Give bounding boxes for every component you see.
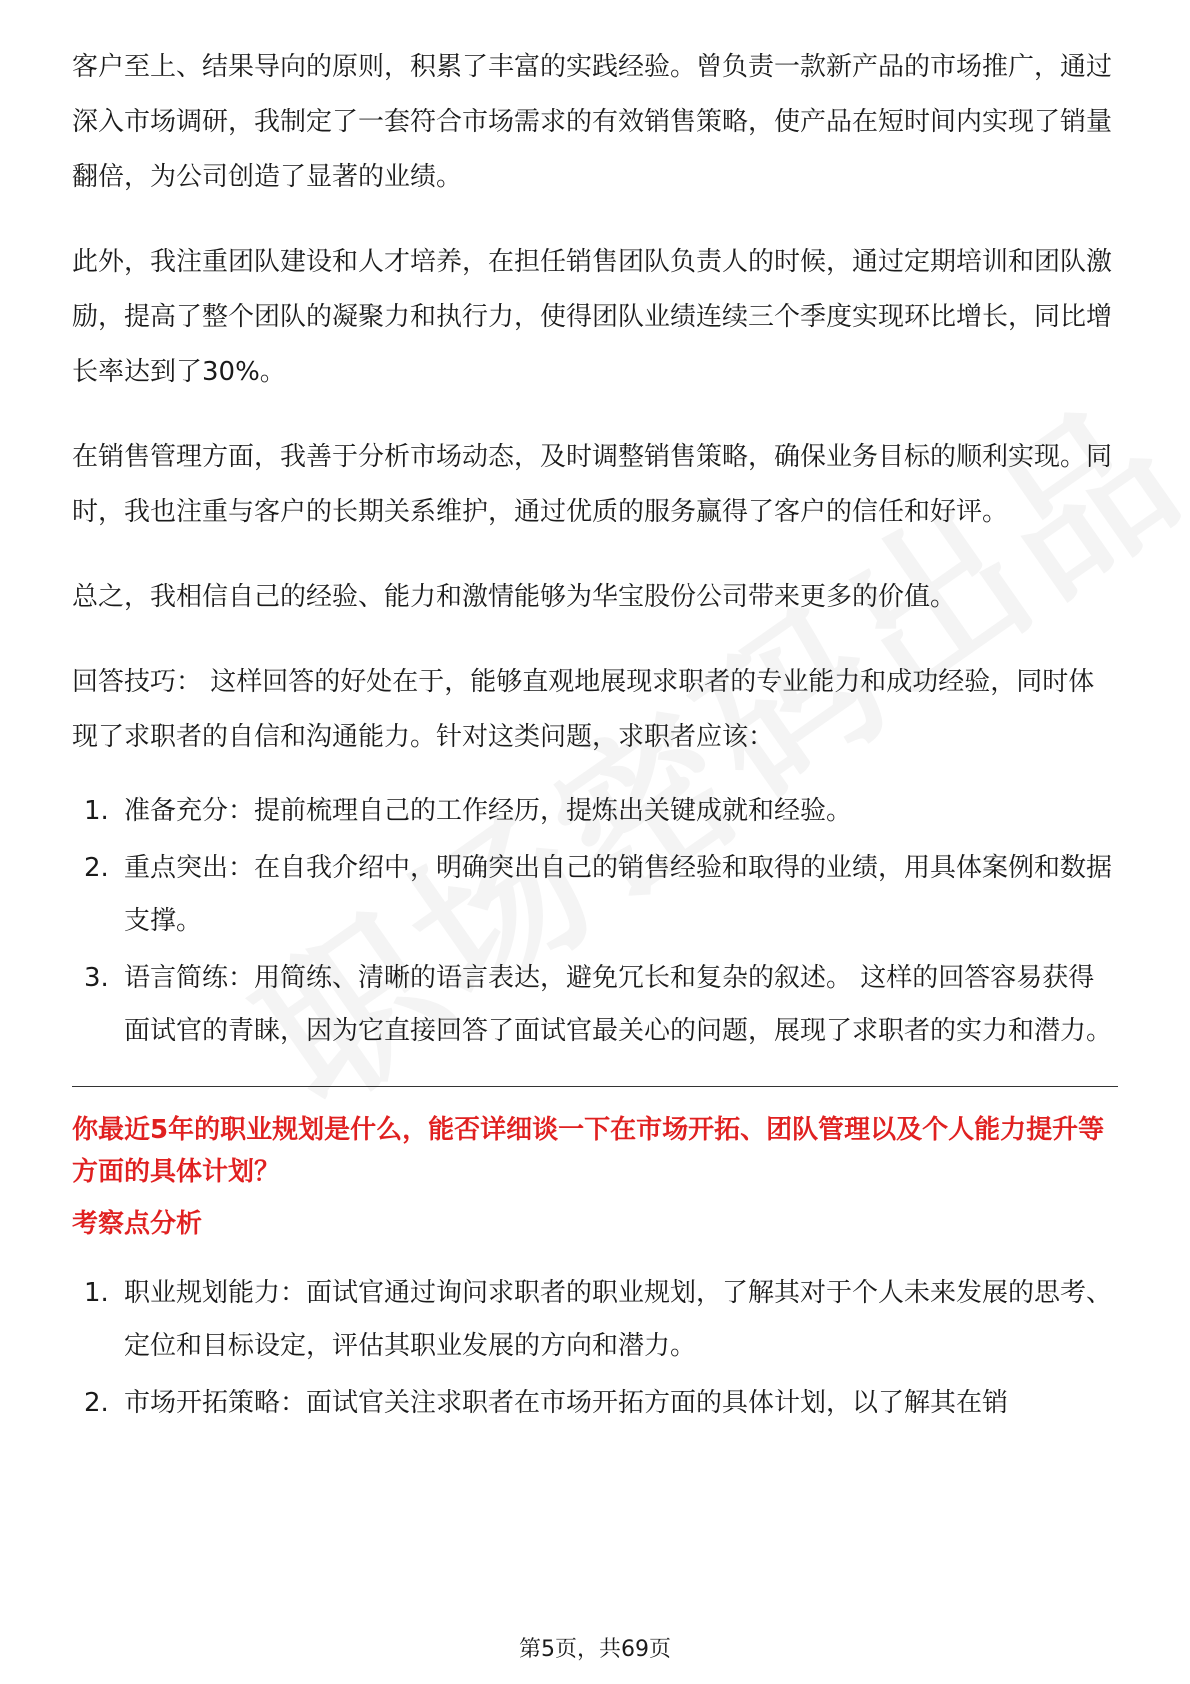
analysis-heading: 考察点分析 (72, 1209, 203, 1239)
interview-question: 你最近5年的职业规划是什么，能否详细谈一下在市场开拓、团队管理以及个人能力提升等方面的具体计划？ (72, 1115, 1105, 1187)
list-item (72, 952, 1118, 1058)
paragraph: 此外，我注重团队建设和人才培养，在担任销售团队负责人的时候，通过定期培训和团队激励，提高了整个团队的凝聚力和执行力，使得团队业绩连续三个季度实现环比增长，同比增长率达到了30%。 (72, 247, 1113, 387)
list-number: 2. (84, 853, 109, 883)
list-item-text: 职业规划能力：面试官通过询问求职者的职业规划，了解其对于个人未来发展的思考、定位和目标设定，评估其职业发展的方向和潜力。 (124, 1278, 1113, 1361)
answer-tips-intro: 回答技巧： 这样回答的好处在于，能够直观地展现求职者的专业能力和成功经验，同时体现了求职者的自信和沟通能力。针对这类问题，求职者应该： (72, 667, 1095, 752)
tips-list (72, 785, 1118, 1058)
analysis-list (72, 1267, 1118, 1430)
list-item-text: 市场开拓策略：面试官关注求职者在市场开拓方面的具体计划，以了解其在销 (124, 1388, 1009, 1418)
paragraph: 总之，我相信自己的经验、能力和激情能够为华宝股份公司带来更多的价值。 (72, 582, 957, 612)
list-item (72, 842, 1118, 948)
list-item (72, 1267, 1118, 1373)
list-item-text: 准备充分：提前梳理自己的工作经历，提炼出关键成就和经验。 (124, 796, 853, 826)
section-divider (72, 1086, 1118, 1087)
page-footer: 第5页，共69页 (519, 1637, 671, 1662)
list-number: 2. (84, 1388, 109, 1418)
list-item-text: 语言简练：用简练、清晰的语言表达，避免冗长和复杂的叙述。 这样的回答容易获得面试官的青睐，因为它直接回答了面试官最关心的问题，展现了求职者的实力和潜力。 (124, 963, 1113, 1046)
list-item-text: 重点突出：在自我介绍中，明确突出自己的销售经验和取得的业绩，用具体案例和数据支撑。 (124, 853, 1113, 936)
list-number: 1. (84, 796, 109, 826)
list-number: 3. (84, 963, 109, 993)
paragraph: 客户至上、结果导向的原则，积累了丰富的实践经验。曾负责一款新产品的市场推广，通过深入市场调研，我制定了一套符合市场需求的有效销售策略，使产品在短时间内实现了销量翻倍，为公司创造了显著的业绩。 (72, 52, 1113, 192)
list-item (72, 1377, 1118, 1430)
document-body (72, 40, 1118, 1456)
list-number: 1. (84, 1278, 109, 1308)
paragraph: 在销售管理方面，我善于分析市场动态，及时调整销售策略，确保业务目标的顺利实现。同时，我也注重与客户的长期关系维护，通过优质的服务赢得了客户的信任和好评。 (72, 442, 1113, 527)
list-item (72, 785, 1118, 838)
